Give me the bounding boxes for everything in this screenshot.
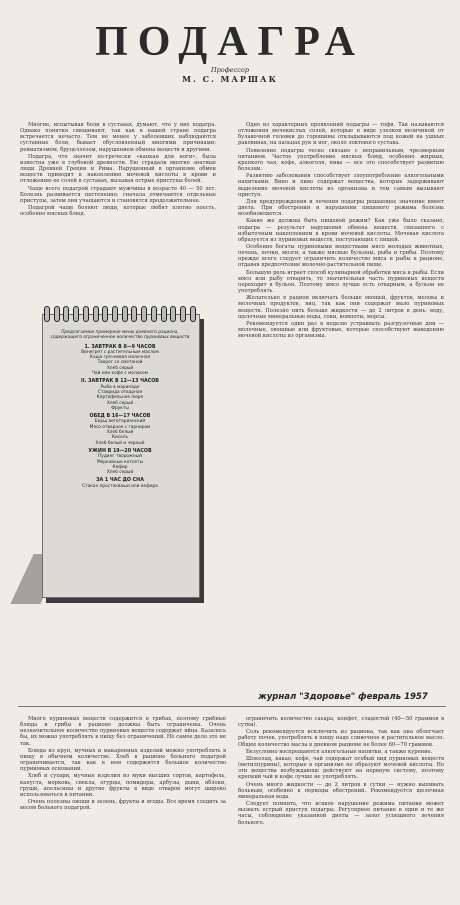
meal-item: Ставрида отварная (97, 389, 143, 395)
meal-item: Кефир (112, 464, 128, 470)
paragraph: ограничить количество сахара, конфет, сладостей (40—50 граммов в сутки). (238, 716, 444, 729)
meal-time: ЗА 1 ЧАС ДО СНА (96, 478, 144, 484)
paragraph: Подагра, что значит по-гречески «капкан для ноги», была известна уже в глубокой древности. Ею страдали многие знатные люди Древней Греции и Рима. Нарушенный в организме обмен веществ приводит к накоплению мочевой кислоты в крови и отложению ее солей в суставах, вызывая острые приступы болей. (20, 153, 216, 185)
meal-item: Кисель (111, 435, 129, 441)
paragraph: Какие же должны быть пищевой режим? Как уже было сказано, подагра — результат нарушения обмена веществ, связанного с избыточным накоплением в крови мочевой кислоты. Мочевая кислота образуется из пуриновых веществ, поступающих с пищей. (238, 218, 444, 243)
ring-icon (131, 306, 137, 322)
paragraph: Шоколад, какао, кофе, чай содержат особый вид пуриновых веществ (метилпурины), которые в организме не образуют мочевой кислоты. Но эти вещества возбуждающе действуют на нервную систему, поэтому крепкий чай и кофе лучше не употреблять. (238, 755, 444, 781)
notepad-spiral (44, 306, 196, 322)
meal-item: Хлеб серый (106, 365, 134, 371)
paragraph: Большую роль играет способ кулинарной обработки мяса и рыбы. Если мясо или рыбу отварить, то значительная часть пуриновых веществ переходит в бульон. Поэтому мясо лучше есть отварным, а бульон не употреблять. (238, 269, 444, 295)
meal-item: Морковные котлеты (96, 459, 144, 465)
meal-item: Винегрет с растительным маслом (81, 349, 159, 355)
author-role: Профессор (210, 66, 250, 74)
source-caption: журнал "Здоровье" февраль 1957 (258, 692, 428, 702)
paragraph: Желательно в рацион включать больше овощей, фруктов, молока и молочных продуктов, яиц, так как они содержат мало пуриновых веществ. Полезно пить больше жидкости — до 2 литров в день: воду, щелочные минеральные воды, соки, компоты, морсы. (238, 295, 444, 320)
paragraph: Появление подагры тесно связано с неправильным, чрезмерным питанием. Частое употребление мясных блюд, особенно жирных, крепкого чая, кофе, алкоголя, пива — все это способствует развитию болезни. (238, 147, 444, 173)
ring-icon (141, 306, 147, 322)
meal-item: Творог со сметаной (97, 360, 143, 366)
menu-text (48, 330, 192, 489)
paragraph: Следует помнить, что всякое нарушение режима питания может вызвать острый приступ подагры. Регулярное питание в одни и те же часы, соблюдение указанной диеты — залог успешного лечения больного. (238, 801, 444, 826)
paragraph: Блюда из круп, мучных и макаронных изделий можно употреблять в пищу в обычном количестве. Хлеб в рационе больного подагрой ограничивается, так как в нем содержится большое количество пуриновых оснований. (20, 747, 226, 773)
meal-item: Фрукты (111, 405, 129, 411)
meal-time: 1. ЗАВТРАК В 8—9 ЧАСОВ (84, 344, 156, 350)
ring-icon (102, 306, 108, 322)
paragraph: Для предупреждения и лечения подагры решающее значение имеет диета. При обострении и нарушении пищевого режима болезнь возобновляется. (238, 198, 444, 218)
paragraph: Многие, испытывая боли в суставах, думают, что у них подагра. Однако понятия смешивают, так как в нашей стране подагра встречается нечасто. Тем не менее у заболевших наблюдаются суставные боли, бывает обусловленный многими причинами: ревматизмом, бруцеллезом, нарушением обмена веществ и другими. (20, 122, 216, 153)
meal-item: Рыба в маринаде (100, 384, 140, 390)
author-name: М. С. МАРШАК (182, 74, 278, 84)
meal-item: Каша гречневая молочная (89, 355, 151, 361)
paragraph: Подагрой чаще болеют люди, которые любят плотно поесть, особенно мясных блюд. (20, 205, 216, 218)
menu-intro: Предлагаемое примерное меню дневного рациона, содержащего ограниченное количество пуриновых веществ (50, 330, 190, 341)
column-left-top (20, 122, 216, 294)
meal-item: Хлеб серый (106, 400, 134, 406)
paragraph: Чаще всего подагрой страдают мужчины в возрасте 40 — 50 лет. Болезнь развивается постепенно: сначала отмечаются отдельные приступы, затем они учащаются и становятся продолжительнее. (20, 185, 216, 204)
ring-icon (112, 306, 118, 322)
ring-icon (161, 306, 167, 322)
paragraph: Хлеб и сухари, мучные изделия из муки высших сортов, картофель, капуста, морковь, свекла, огурцы, помидоры, арбузы, дыни, яблоки, груши, апельсины и другие фрукты в виде отваров могут широко использоваться в питании. (20, 773, 226, 798)
section-divider (18, 706, 446, 707)
meal-item: Чай или кофе с молоком (92, 371, 148, 377)
paragraph: Особенно богаты пуриновыми веществами мясо молодых животных, печень, почки, мозги, а также мясные бульоны, рыба и грибы. Поэтому прежде всего следует ограничить количество мяса и рыбы в рационе, отдавая предпочтение молочно-растительной пище. (238, 243, 444, 269)
meal-item: Картофельное пюре (96, 395, 144, 401)
meal-item: Борщ вегетарианский (94, 419, 146, 425)
meal-item: Пудинг творожный (98, 454, 142, 460)
column-left-bottom (20, 716, 226, 900)
ring-icon (180, 306, 186, 322)
ring-icon (122, 306, 128, 322)
paragraph: Одно из характерных проявлений подагры — тофи. Так называются отложения мочекислых солей, которые в виде узелков величиной от булавочной головки до горошины откладываются под кожей на ушных раковинах, на пальцах рук и ног, около локтевого сустава. (238, 122, 444, 147)
ring-icon (44, 306, 50, 322)
article-title: ПОДАГРА (95, 19, 365, 65)
meal-time: II. ЗАВТРАК В 12—13 ЧАСОВ (81, 379, 159, 385)
ring-icon (93, 306, 99, 322)
paragraph: Безусловно воспрещаются алкогольные напитки, а также курение. (246, 748, 433, 755)
meal-time: УЖИН В 19—20 ЧАСОВ (88, 448, 152, 454)
ring-icon (170, 306, 176, 322)
ring-icon (63, 306, 69, 322)
meal-item: Мясо отварное с гарниром (89, 424, 151, 430)
menu-notepad (22, 304, 210, 606)
meal-time: ОБЕД В 16—17 ЧАСОВ (89, 414, 151, 420)
meal-item: Хлеб серый (106, 470, 134, 476)
byline (0, 66, 460, 84)
ring-icon (151, 306, 157, 322)
ring-icon (190, 306, 196, 322)
ring-icon (54, 306, 60, 322)
paragraph: Рекомендуется один раз в неделю устраивать разгрузочные дни — молочные, овощные или фруктовые, которые способствуют выведению мочевой кислоты из организма. (238, 320, 444, 340)
meal-item: Хлеб белый (106, 430, 134, 436)
column-right-bottom (238, 716, 444, 900)
meal-item: Хлеб белый и черный (95, 440, 145, 446)
meal-item: Стакан простокваши или кефира (82, 483, 158, 489)
paragraph: Очень полезны овощи и зелень, фрукты и ягоды. Все время следить за весом больного подагрой. (20, 799, 226, 812)
ring-icon (73, 306, 79, 322)
paragraph: Много пуриновых веществ содержится в грибах, поэтому грибные блюда и грибы в рационе должны быть ограничены. Очень незначительное количество пуриновых веществ содержат яйца. Казалось бы, их можно употреблять в пищу без ограничений. Но самое дело это не так. (20, 716, 226, 747)
paragraph: Соль рекомендуется исключить из рациона, так как она облегчает работу почек, употреблять в пищу надо сливочное и растительное масло. Общее количество масла в дневном рационе не более 60—70 граммов. (238, 729, 444, 748)
ring-icon (83, 306, 89, 322)
column-right-top (238, 122, 444, 690)
paragraph: Развитию заболевания способствует злоупотребление алкогольными напитками. Вино и пиво содержат вещества, которые задерживают выделение мочевой кислоты из организма и тем самым вызывают приступ. (238, 173, 444, 198)
paragraph: Очень много жидкости — до 2 литров в сутки — нужно выпивать больным, особенно в периоды обострений. Рекомендуется щелочная минеральная вода. (238, 781, 444, 800)
